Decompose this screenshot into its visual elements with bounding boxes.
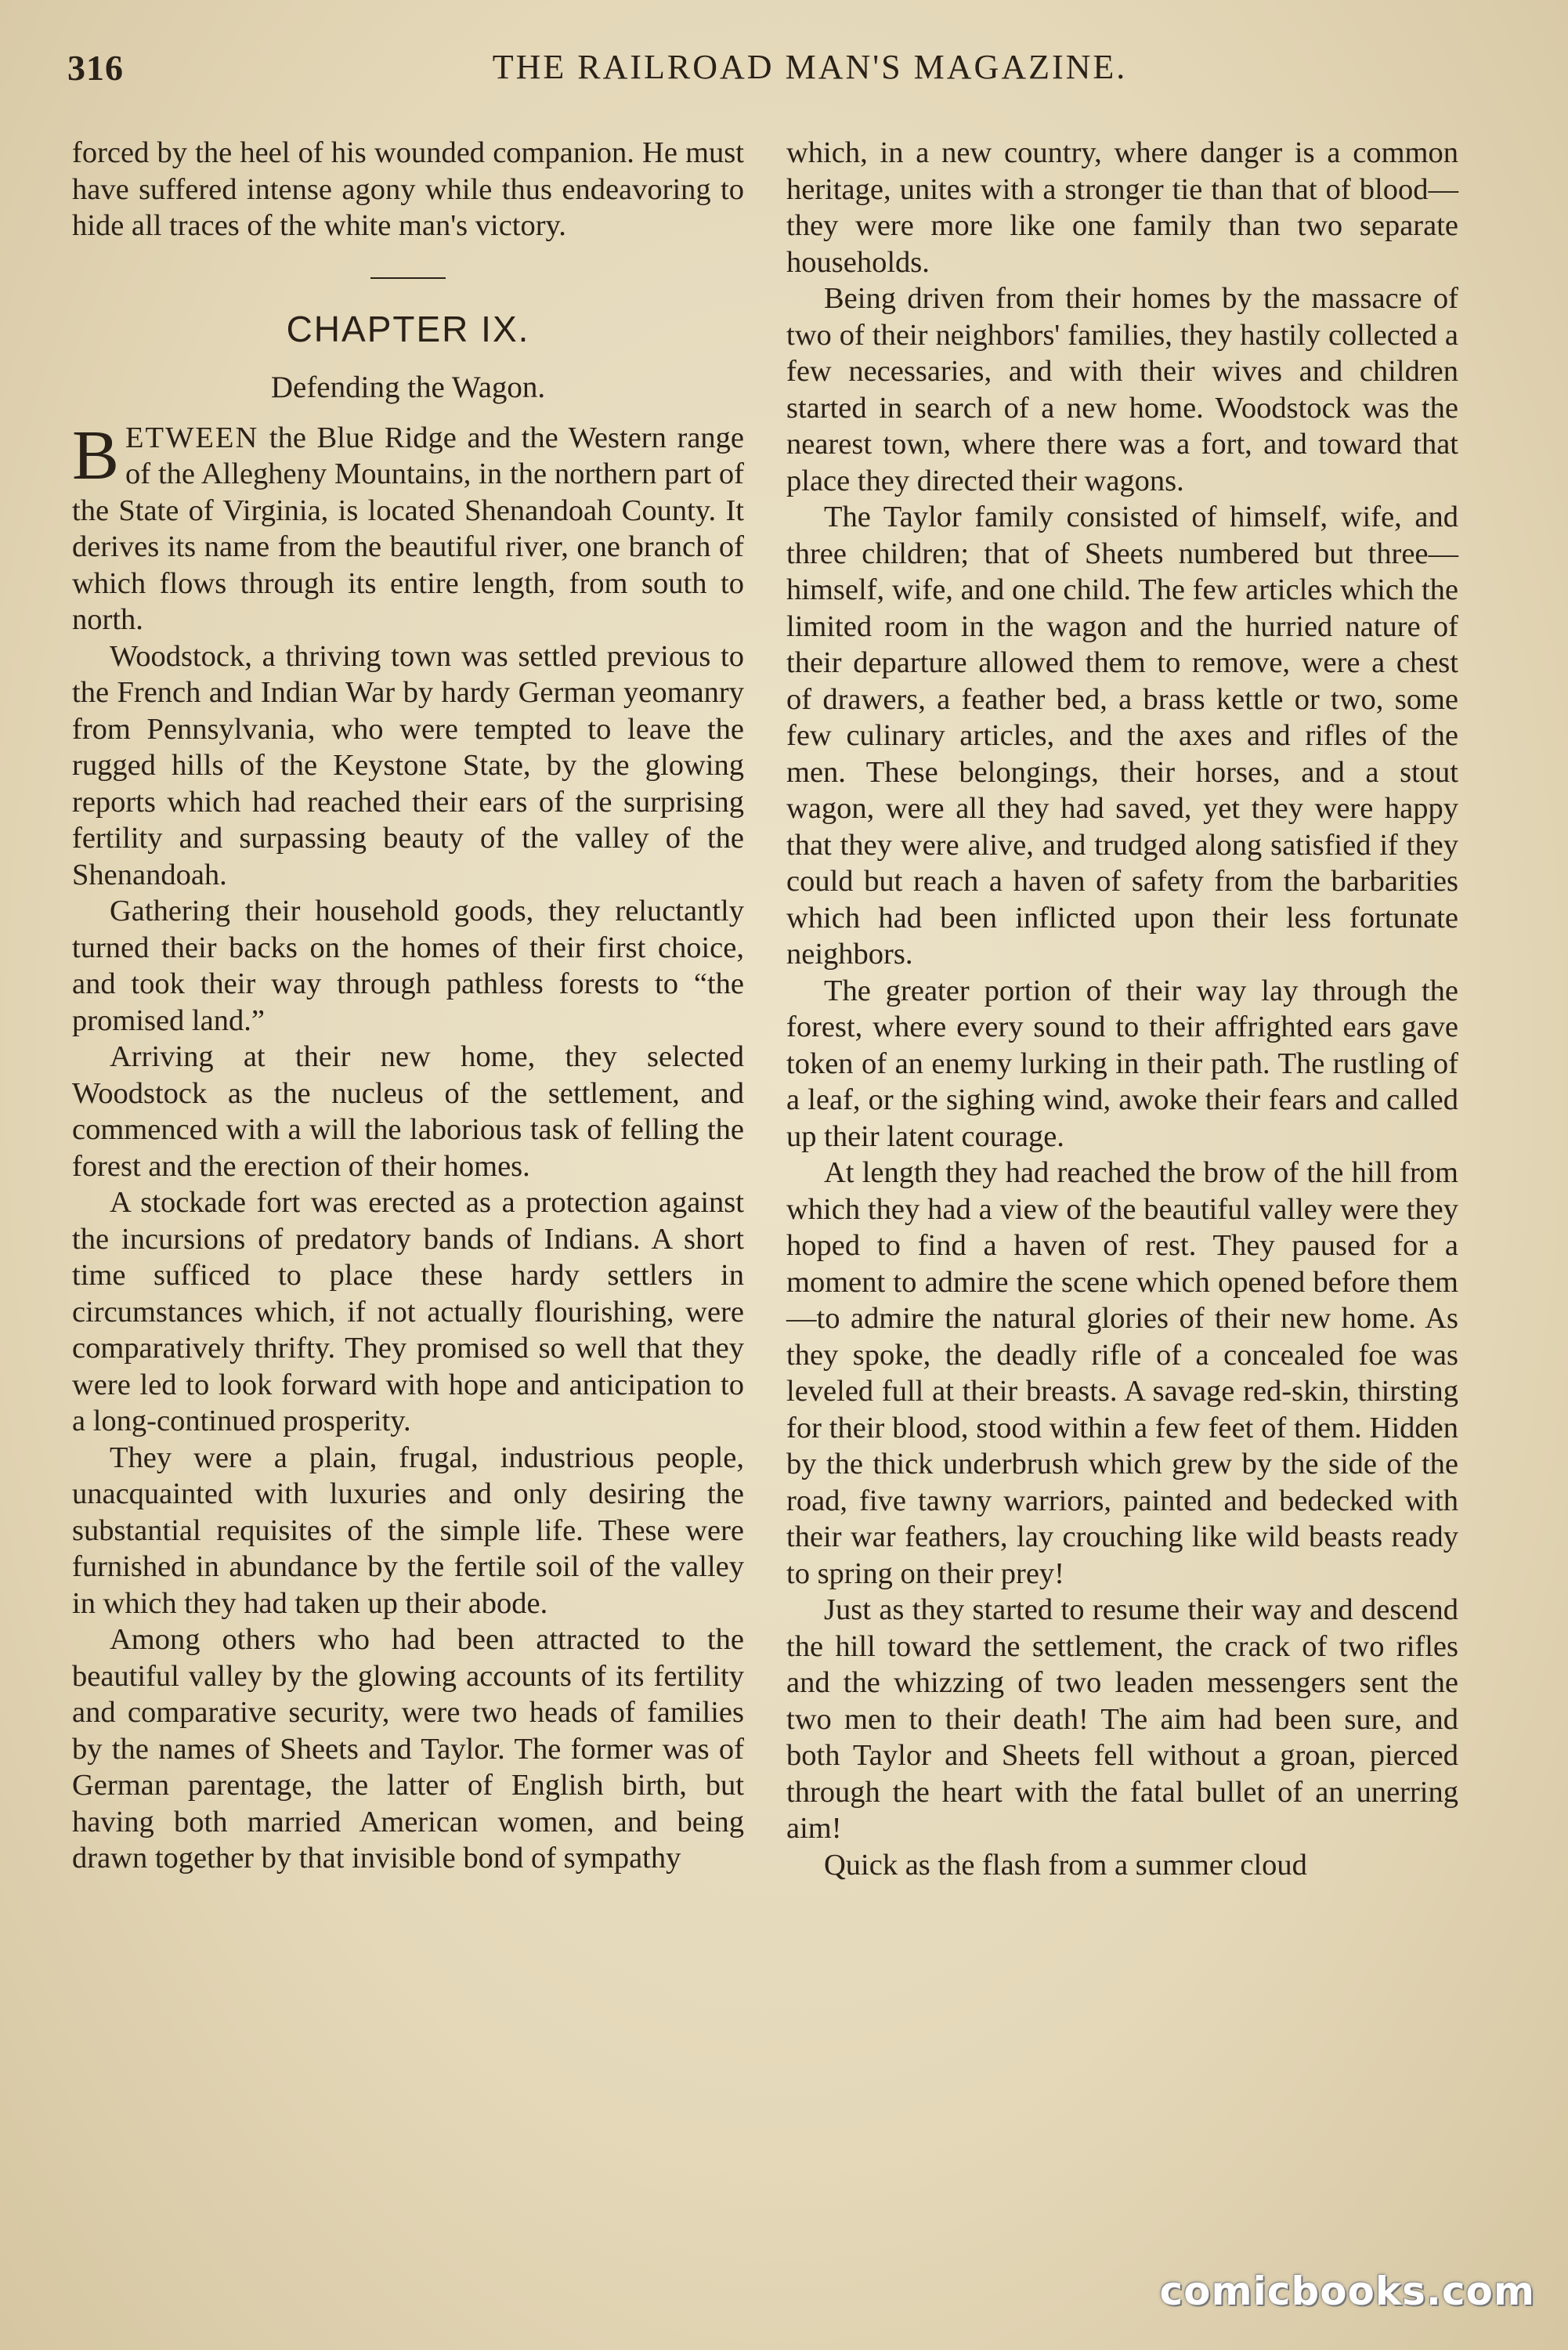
drop-cap: B xyxy=(72,416,120,494)
body-paragraph: Quick as the flash from a summer cloud xyxy=(824,1848,1307,1882)
site-watermark: comicbooks.com xyxy=(1159,2269,1535,2314)
body-paragraph: Arriving at their new home, they selected Woodstock as the nucleus of the settlement, and commenced with a will the laborious task of felling the forest and the erection of their homes. xyxy=(72,1040,744,1183)
right-column xyxy=(786,135,1458,1883)
body-paragraph: The Taylor family consisted of himself, wife, and three children; that of Sheets numbered but three—himself, wife, and one child. The few articles which the limited room in the wagon and the hurried nature of their departure allowed them to remove, were a chest of drawers, a feather bed, a brass kettle or two, some few culinary articles, and the axes and rifles of the men. These belongings, their horses, and a stout wagon, were all they had saved, yet they were happy that they were alive, and trudged along satisfied if they could but reach a haven of safety from the barbarities which had been inflicted upon their less fortunate neighbors. xyxy=(786,501,1458,971)
body-paragraph: Just as they started to resume their way and descend the hill toward the settlement, the crack of two rifles and the whizzing of two leaden messengers sent the two men to their death! The aim had been sure, and both Taylor and Sheets fell without a groan, pierced through the heart with the fatal bullet of an unerring aim! xyxy=(786,1593,1458,1845)
body-paragraph: Gathering their household goods, they reluctantly turned their backs on the homes of their first choice, and took their way through pathless forests to “the promised land.” xyxy=(72,895,744,1037)
continuation-paragraph: which, in a new country, where danger is a common heritage, unites with a stronger tie than that of blood—they were more like one family than two separate households. xyxy=(786,136,1458,279)
body-paragraph: Woodstock, a thriving town was settled previous to the French and Indian War by hardy German yeomanry from Pennsylvania, who were tempted to leave the rugged hills of the Keystone State, by the glowing reports which had reached their ears of the surprising fertility and surpassing beauty of the valley of the Shenandoah. xyxy=(72,639,744,891)
continuation-paragraph: forced by the heel of his wounded companion. He must have suffered intense agony while thus endeavoring to hide all traces of the white man's victory. xyxy=(72,136,744,242)
body-paragraph: A stockade fort was erected as a protection against the incursions of predatory bands of Indians. A short time sufficed to place these hardy settlers in circumstances which, if not actually flourishing, were comparatively thrifty. They promised so well that they were led to look forward with hope and anticipation to a long-continued prosperity. xyxy=(72,1186,744,1437)
section-title: Defending the Wagon. xyxy=(270,370,546,404)
body-paragraph: The greater portion of their way lay through the forest, where every sound to their affrighted ears gave token of an enemy lurking in their path. The rustling of a leaf, or the sighing wind, awoke their fears and called up their latent courage. xyxy=(786,974,1458,1153)
page-header xyxy=(67,47,1490,102)
body-paragraph: Among others who had been attracted to the beautiful valley by the glowing accounts of its fertility and comparative security, were two heads of families by the names of Sheets and Taylor. The former was of German parentage, the latter of English birth, but having both married American women, and being drawn together by that invisible bond of sympathy xyxy=(72,1623,744,1875)
body-paragraph: They were a plain, frugal, industrious people, unacquainted with luxuries and only desiring the substantial requisites of the simple life. These were furnished in abundance by the fertile soil of the valley in which they had taken up their abode. xyxy=(72,1441,744,1620)
body-paragraph: At length they had reached the brow of the hill from which they had a view of the beautiful valley were they hoped to find a haven of rest. They paused for a moment to admire the scene which opened before them—to admire the natural glories of their new home. As they spoke, the deadly rifle of a concealed foe was leveled full at their breasts. A savage red-skin, thirsting for their blood, stood within a few feet of them. Hidden by the thick underbrush which grew by the side of the road, five tawny warriors, painted and bedecked with their war feathers, lay crouching like wild beasts ready to spring on their prey! xyxy=(786,1156,1458,1590)
chapter-title: CHAPTER IX. xyxy=(286,308,530,349)
running-head: THE RAILROAD MAN'S MAGAZINE. xyxy=(492,48,1128,86)
left-column xyxy=(72,135,744,1877)
section-divider xyxy=(370,277,446,279)
body-paragraph: Being driven from their homes by the massacre of two of their neighbors' families, they hastily collected a few necessaries, and with their wives and children started in search of a new home. Woodstock was the nearest town, where there was a fort, and toward that place they directed their wagons. xyxy=(786,282,1458,497)
page-number: 316 xyxy=(67,48,124,88)
opening-word: ETWEEN xyxy=(125,421,259,454)
opening-paragraph xyxy=(72,416,744,638)
opening-paragraph-text: the Blue Ridge and the Western range of the Allegheny Mountains, in the northern part of the State of Virginia, is located Shenandoah County. It derives its name from the beautiful river, one branch of which flows through its entire length, from south to north. xyxy=(72,421,744,636)
